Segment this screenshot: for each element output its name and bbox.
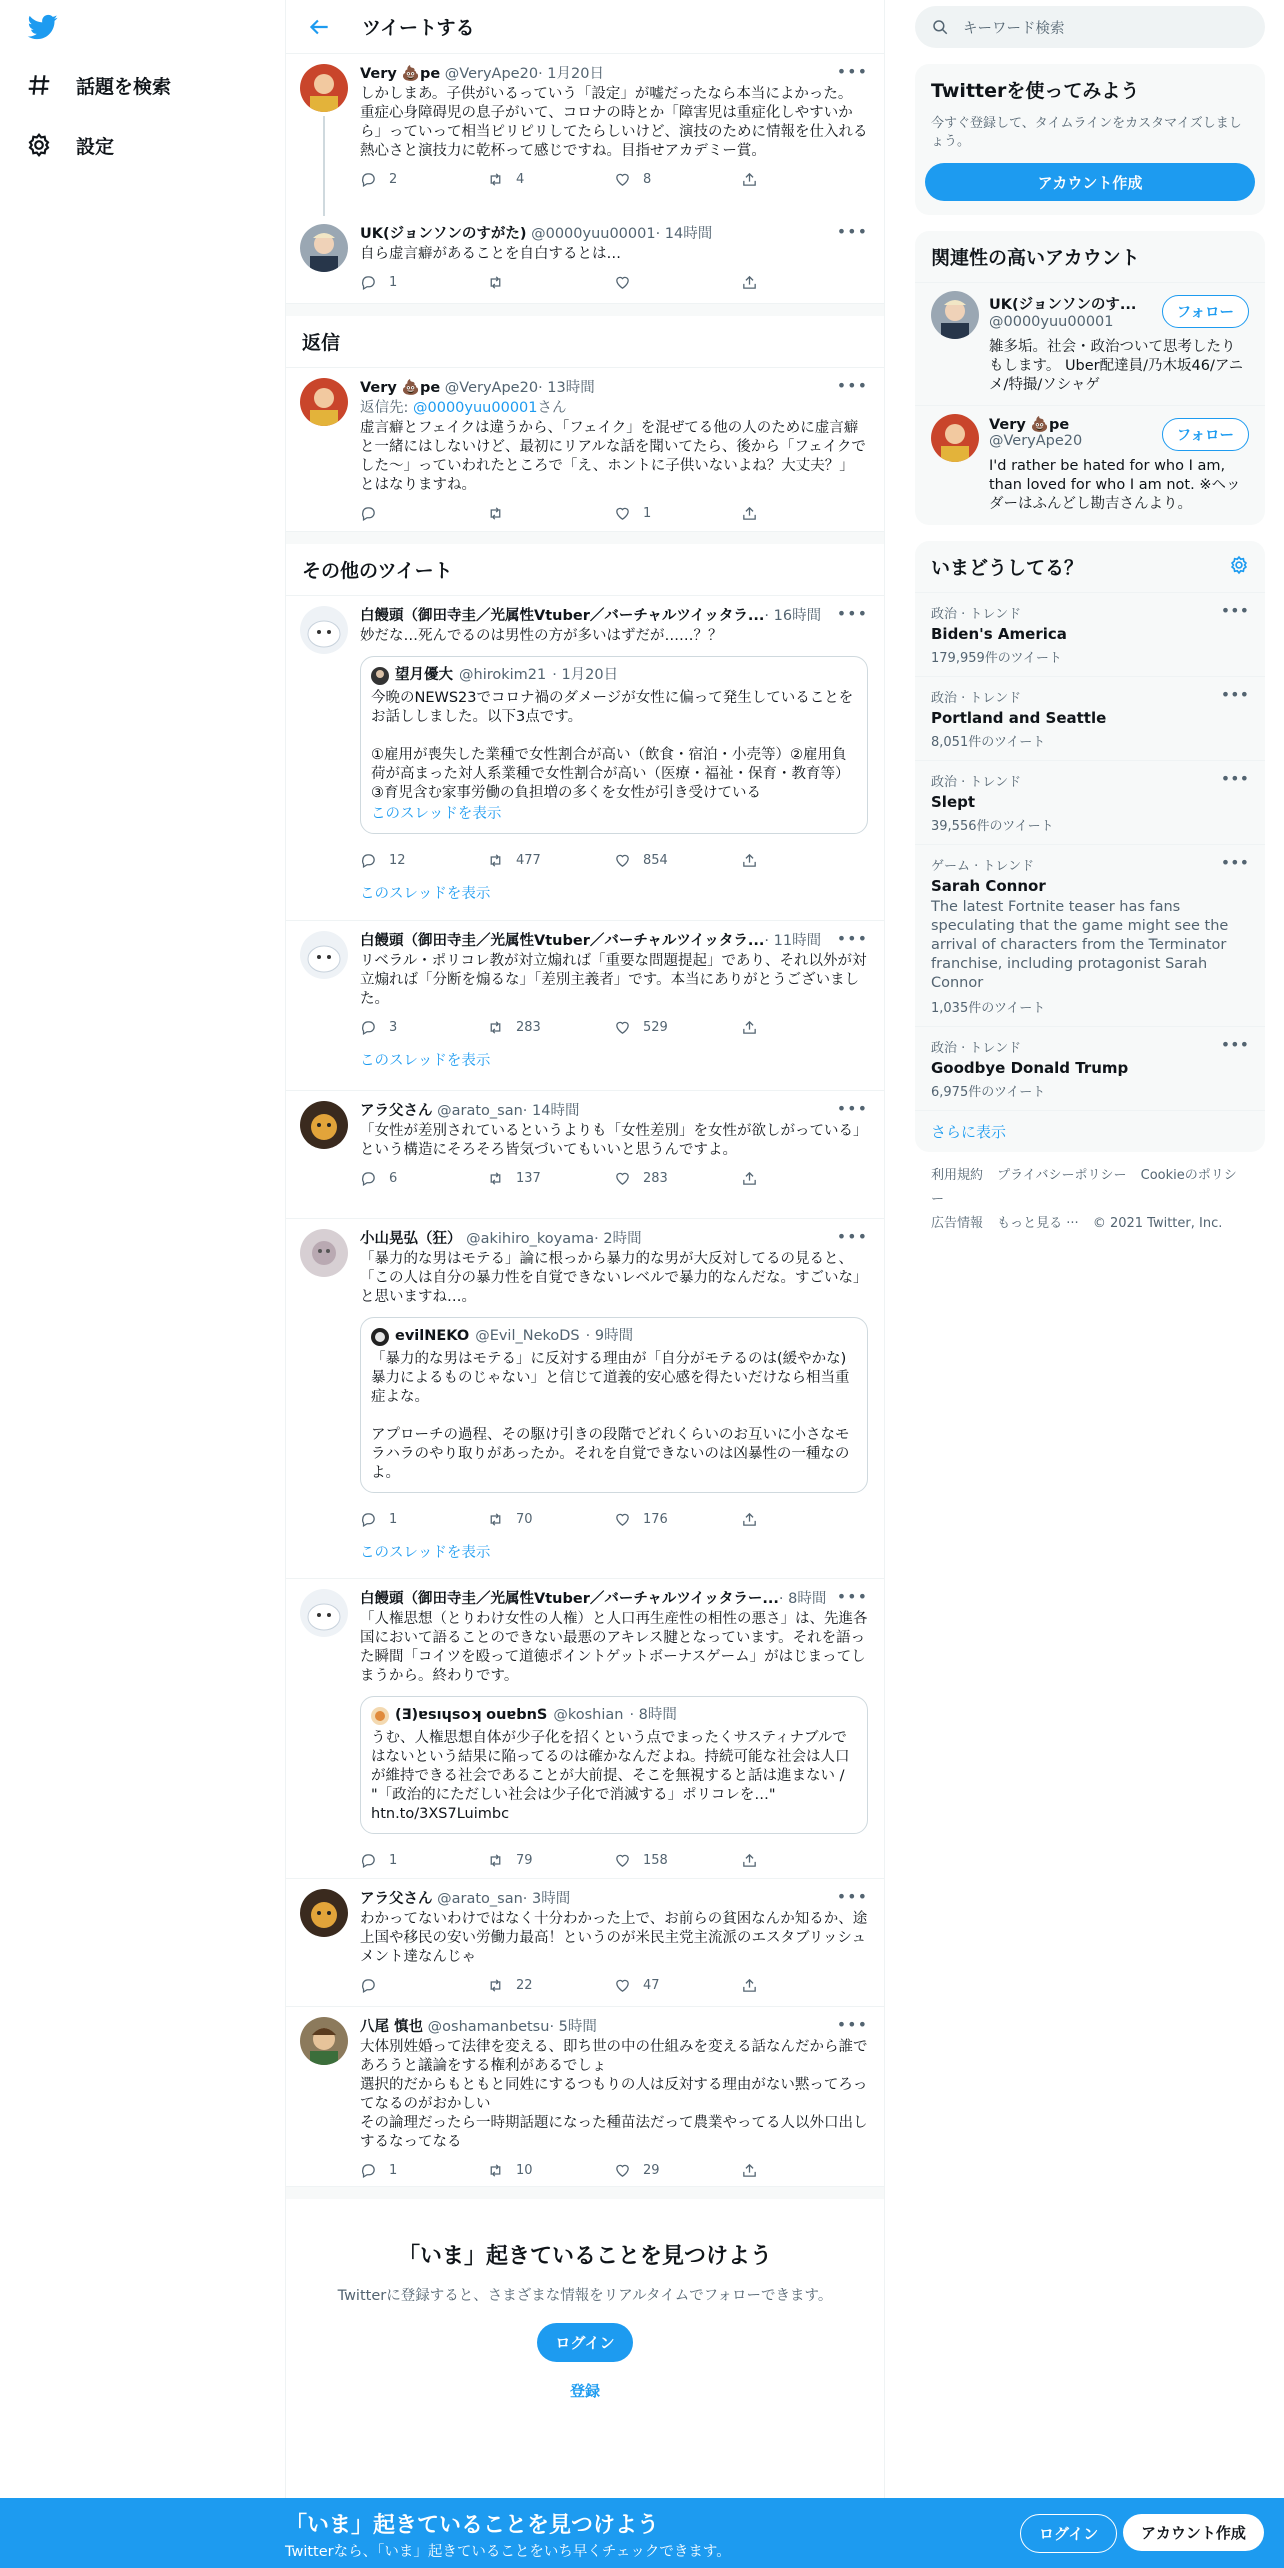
show-thread-link[interactable]: このスレッドを表示 xyxy=(360,885,491,902)
hashtag-icon xyxy=(26,72,52,98)
avatar[interactable] xyxy=(300,378,348,426)
account-suggestion[interactable] xyxy=(915,282,1265,405)
account-bio: 雑多垢。社会・政治ついて思考したりもします。 Uber配達員/乃木坂46/アニメ/特撮/ソシャゲ xyxy=(989,339,1244,393)
quoted-tweet[interactable] xyxy=(360,656,868,834)
quote-author-handle: @koshian xyxy=(553,1707,624,1723)
tweet-time[interactable]: · 8時間 xyxy=(778,1591,827,1607)
quote-author-handle: @hirokim21 xyxy=(459,667,547,683)
trend-category: 政治 · トレンド xyxy=(931,1041,1022,1056)
avatar[interactable] xyxy=(931,414,979,462)
other-tweet[interactable] xyxy=(286,1879,884,2007)
trend-count: 179,959件のツイート xyxy=(931,651,1062,666)
heart-icon xyxy=(614,171,631,188)
who-to-follow-title: 関連性の高いアカウント xyxy=(931,247,1140,269)
main-column xyxy=(285,0,885,2568)
trend-category: ゲーム · トレンド xyxy=(931,859,1035,874)
more-icon[interactable]: ••• xyxy=(836,929,868,948)
reply-count: 1 xyxy=(389,2162,398,2178)
quote-avatar xyxy=(371,1707,389,1725)
tweet-actions xyxy=(360,1009,868,1045)
retweet-button[interactable] xyxy=(487,1511,614,1528)
reply-count: 1 xyxy=(389,1852,398,1868)
reply-count: 1 xyxy=(389,1511,398,1527)
more-icon[interactable]: ••• xyxy=(836,1587,868,1606)
like-button[interactable] xyxy=(614,1511,741,1528)
quote-text: うむ、人権思想自体が少子化を招くという点でまったくサスティナブルではないという結果に陥ってるのは確かなんだよね。持続可能な社会は人口が維持できる社会であることが大前提、そこを無視すると話は進まない / "「政治的にただしい社会は少子化で消滅する」ポリコレを…" htn.to/3XS7Luimbc xyxy=(371,1730,850,1822)
trend-item[interactable] xyxy=(915,676,1265,760)
author-handle[interactable]: @VeryApe20 xyxy=(444,66,539,82)
show-more-link[interactable]: さらに表示 xyxy=(915,1110,1265,1152)
share-button[interactable] xyxy=(741,2162,868,2179)
more-icon[interactable]: ••• xyxy=(1220,853,1249,872)
other-tweet[interactable] xyxy=(286,596,884,921)
retweet-icon xyxy=(487,1019,504,1036)
search-icon xyxy=(931,18,949,36)
heart-icon xyxy=(614,2162,631,2179)
like-count: 29 xyxy=(643,2162,660,2178)
author-handle[interactable]: @akihiro_koyama xyxy=(466,1231,595,1247)
trend-count: 1,035件のツイート xyxy=(931,1001,1046,1016)
heart-icon xyxy=(614,852,631,869)
share-button[interactable] xyxy=(741,505,868,522)
account-bio: I'd rather be hated for who I am, than loved for who I am not. ※ヘッダーはふんどし勘吉さんより。 xyxy=(989,458,1241,512)
trends-title xyxy=(915,541,1265,592)
signup-prompt-text: Twitterに登録すると、さまざまな情報をリアルタイムでフォローできます。 xyxy=(337,2288,833,2304)
heart-icon xyxy=(614,1170,631,1187)
quote-author-handle: @Evil_NekoDS xyxy=(475,1328,580,1344)
who-to-follow xyxy=(915,231,1265,525)
trend-item[interactable] xyxy=(915,592,1265,676)
share-icon xyxy=(741,1019,758,1036)
trend-name: Portland and Seattle xyxy=(931,709,1107,727)
bottom-bar-text: Twitterなら、「いま」起きていることをいち早くチェックできます。 xyxy=(285,2544,731,2560)
trend-name: Biden's America xyxy=(931,625,1067,643)
retweet-button[interactable] xyxy=(487,1977,614,1994)
share-icon xyxy=(741,274,758,291)
author-name[interactable]: 小山晃弘（狂） xyxy=(360,1231,462,1247)
trends-card xyxy=(915,541,1265,1152)
retweet-icon xyxy=(487,1170,504,1187)
other-tweet[interactable] xyxy=(286,2007,884,2187)
signup-card-text: 今すぐ登録して、タイムラインをカスタマイズしましょう。 xyxy=(931,116,1242,149)
retweet-icon xyxy=(487,1511,504,1528)
author-name[interactable]: Very 💩pe xyxy=(360,380,441,396)
quote-time: · 9時間 xyxy=(585,1328,634,1344)
retweet-count: 70 xyxy=(516,1511,533,1527)
reply-icon xyxy=(360,171,377,188)
heart-icon xyxy=(614,1511,631,1528)
trend-category: 政治 · トレンド xyxy=(931,775,1022,790)
like-button[interactable] xyxy=(614,1170,741,1187)
retweet-button[interactable] xyxy=(487,1170,614,1187)
reply-icon xyxy=(360,2162,377,2179)
trend-description: The latest Fortnite teaser has fans speculating that the game might see the arrival of characters from the Terminator franchise, including protagonist Sarah Connor xyxy=(931,899,1229,991)
footer-ads-link[interactable]: 広告情報 xyxy=(931,1216,984,1231)
quote-avatar xyxy=(371,1328,389,1346)
retweet-icon xyxy=(487,1852,504,1869)
share-button[interactable] xyxy=(741,171,868,188)
tweet-text: 「暴力的な男はモテる」論に根っから暴力的な男が大反対してるの見ると、「この人は自分の暴力性を自覚できないレベルで暴力的なんだな。すごいな」と思いますね…。 xyxy=(360,1251,868,1305)
trend-count: 39,556件のツイート xyxy=(931,819,1054,834)
tweet-actions xyxy=(360,495,868,531)
like-count: 854 xyxy=(643,852,668,868)
thread-tweet[interactable] xyxy=(286,214,884,304)
tweet-text: わかってないわけではなく十分わかった上で、お前らの貧困なんか知るか、途上国や移民の安い労働力最高！というのが米民主党主流派のエスタブリッシュメント達なんじゃ xyxy=(360,1911,868,1965)
retweet-count: 4 xyxy=(516,171,525,187)
author-handle[interactable]: @arato_san xyxy=(437,1891,523,1907)
quoted-tweet[interactable] xyxy=(360,1317,868,1493)
retweet-button[interactable] xyxy=(487,1852,614,1869)
replies-heading: 返信 xyxy=(286,304,884,368)
author-name[interactable]: 八尾 慎也 xyxy=(360,2019,424,2035)
tweet-time[interactable]: · 14時間 xyxy=(522,1103,580,1119)
account-name[interactable]: Very 💩pe xyxy=(989,417,1070,433)
more-icon[interactable]: ••• xyxy=(836,62,868,81)
retweet-count: 10 xyxy=(516,2162,533,2178)
like-button[interactable] xyxy=(614,171,741,188)
reply-button[interactable] xyxy=(360,1852,487,1869)
avatar[interactable] xyxy=(300,1229,348,1277)
bottom-bar-title: 「いま」起きていることを見つけよう xyxy=(285,2513,660,2538)
avatar[interactable] xyxy=(300,1889,348,1937)
other-tweet[interactable] xyxy=(286,921,884,1091)
author-name[interactable]: 白饅頭（御田寺圭／光属性Vtuber／バーチャルツイッタラー... xyxy=(360,1591,779,1607)
share-icon xyxy=(741,1511,758,1528)
more-icon[interactable]: ••• xyxy=(1220,685,1249,704)
account-suggestion[interactable] xyxy=(915,405,1265,525)
heart-icon xyxy=(614,1019,631,1036)
thread-tweet[interactable] xyxy=(286,54,884,214)
share-button[interactable] xyxy=(741,1852,868,1869)
trend-count: 6,975件のツイート xyxy=(931,1085,1046,1100)
signup-card xyxy=(915,64,1265,215)
tweet-actions xyxy=(360,161,868,197)
author-name[interactable]: 白饅頭（御田寺圭／光属性Vtuber／バーチャルツイッタラ... xyxy=(360,608,765,624)
tweet-text: 虚言癖とフェイクは違うから、「フェイク」を混ぜてる他の人のために虚言癖と一緒にはしないけど、最初にリアルな話を聞いてたら、後から「フェイクでした〜」っていわれたところで「え、ホントに子供いないよね？大丈夫？」とはなりますね。 xyxy=(360,420,866,493)
reply-icon xyxy=(360,1511,377,1528)
like-count: 1 xyxy=(643,505,652,521)
retweet-count: 22 xyxy=(516,1977,533,1993)
follow-button[interactable]: フォロー xyxy=(1162,295,1249,328)
share-button[interactable] xyxy=(741,1511,868,1528)
reply-icon xyxy=(360,505,377,522)
tweet-time[interactable]: · 5時間 xyxy=(549,2019,597,2035)
like-count: 8 xyxy=(643,171,652,187)
quoted-tweet[interactable] xyxy=(360,1696,868,1834)
signup-link[interactable]: 登録 xyxy=(569,2382,600,2400)
like-count: 158 xyxy=(643,1852,668,1868)
retweet-button[interactable] xyxy=(487,505,614,522)
author-handle[interactable]: @0000yuu00001 xyxy=(531,226,656,242)
quote-time: · 8時間 xyxy=(629,1707,677,1723)
reply-button[interactable] xyxy=(360,1170,487,1187)
trend-item[interactable] xyxy=(915,1026,1265,1110)
more-icon[interactable]: ••• xyxy=(1220,1035,1249,1054)
avatar[interactable] xyxy=(300,931,348,979)
other-tweet[interactable] xyxy=(286,1219,884,1579)
heart-icon xyxy=(614,1852,631,1869)
author-handle[interactable]: @VeryApe20 xyxy=(444,380,539,396)
retweet-icon xyxy=(487,852,504,869)
more-icon[interactable]: ••• xyxy=(836,376,868,395)
like-button[interactable] xyxy=(614,1019,741,1036)
author-name[interactable]: UK(ジョンソンのすがた) xyxy=(360,226,527,242)
retweet-icon xyxy=(487,2162,504,2179)
thread-connector xyxy=(323,116,325,216)
bottom-login-button[interactable]: ログイン xyxy=(1020,2514,1117,2553)
author-name[interactable]: アラ父さん xyxy=(360,1891,433,1907)
footer-privacy-link[interactable]: プライバシーポリシー xyxy=(997,1168,1127,1183)
show-thread-link[interactable]: このスレッドを表示 xyxy=(360,1544,491,1561)
author-handle[interactable]: @oshamanbetsu xyxy=(427,2019,550,2035)
quote-author-name: evilNEKO xyxy=(395,1328,470,1344)
reply-icon xyxy=(360,274,377,291)
share-icon xyxy=(741,1977,758,1994)
reply-icon xyxy=(360,1170,377,1187)
reply-icon xyxy=(360,1019,377,1036)
like-button[interactable] xyxy=(614,2162,741,2179)
page-header xyxy=(286,0,884,54)
search-input[interactable]: キーワード検索 xyxy=(963,20,1065,37)
heart-icon xyxy=(614,505,631,522)
heart-icon xyxy=(614,1977,631,1994)
more-icon[interactable]: ••• xyxy=(836,1227,868,1246)
like-button[interactable] xyxy=(614,1977,741,1994)
share-icon xyxy=(741,171,758,188)
tweet-text: 「人権思想（とりわけ女性の人権）と人口再生産性の相性の悪さ」は、先進各国において語ることのできない最悪のアキレス腱となっています。それを語った瞬間「コイツを殴って道徳ポイントゲットボーナスゲーム」がはじまってしまうから。終わりです。 xyxy=(360,1611,868,1684)
quote-text: 「暴力的な男はモテる」に反対する理由が「自分がモテるのは(緩やかな)暴力によるものじゃない」と信じて道義的安心感を得たいだけなら相当重症よな。 アプローチの過程、その駆け引きの段階でどれくらいのお互いに小さなモラハラのやり取りがあったか。それを自覚できないのは凶暴性の一種なのよ。 xyxy=(371,1351,850,1481)
share-button[interactable] xyxy=(741,1019,868,1036)
nav-settings-label: 設定 xyxy=(76,135,115,158)
retweet-icon xyxy=(487,274,504,291)
tweet-text: 妙だな…死んでるのは男性の方が多いはずだが……？？ xyxy=(360,628,723,644)
tweet-text: 「女性が差別されているというよりも「女性差別」を女性が欲しがっている」 という構造にそろそろ皆気づいてもいいと思うんですよ。 xyxy=(360,1123,868,1158)
retweet-button[interactable] xyxy=(487,171,614,188)
more-icon[interactable]: ••• xyxy=(1220,769,1249,788)
avatar[interactable] xyxy=(300,606,348,654)
tweet-time[interactable]: · 16時間 xyxy=(764,608,822,624)
quote-avatar xyxy=(371,667,389,685)
tweet-text: しかしまあ。子供がいるっていう「設定」が嘘だったなら本当によかった。 重症心身障碍児の息子がいて、コロナの時とか「障害児は重症化しやすいから」っていって相当ピリピリしてたらしいけど、演技のために情報を仕入れる熱心さと演技力に乾杯って感じですね。目指せアカデミー賞。 xyxy=(360,86,868,159)
retweet-count: 137 xyxy=(516,1170,541,1186)
retweet-icon xyxy=(487,505,504,522)
retweet-button[interactable] xyxy=(487,2162,614,2179)
like-button[interactable] xyxy=(614,1852,741,1869)
gear-icon xyxy=(26,132,52,158)
retweet-icon xyxy=(487,171,504,188)
share-icon xyxy=(741,1170,758,1187)
tweet-time[interactable]: · 3時間 xyxy=(522,1891,571,1907)
reply-button[interactable] xyxy=(360,1511,487,1528)
tweet-time[interactable]: · 11時間 xyxy=(764,933,822,949)
reply-icon xyxy=(360,852,377,869)
footer-copyright: © 2021 Twitter, Inc. xyxy=(1092,1216,1223,1231)
quote-time: · 1月20日 xyxy=(552,667,619,683)
nav-explore-label: 話題を検索 xyxy=(76,75,172,98)
retweet-button[interactable] xyxy=(487,852,614,869)
retweet-count: 283 xyxy=(516,1019,541,1035)
share-icon xyxy=(741,505,758,522)
signup-prompt-title: 「いま」起きていることを見つけよう xyxy=(397,2244,772,2269)
reply-button[interactable] xyxy=(360,274,487,291)
more-icon[interactable]: ••• xyxy=(1220,601,1249,620)
trend-name: Sarah Connor xyxy=(931,877,1046,895)
reply-tweet[interactable] xyxy=(286,368,884,532)
share-icon xyxy=(741,2162,758,2179)
bottom-signup-button[interactable]: アカウント作成 xyxy=(1123,2514,1264,2551)
tweet-time[interactable]: · 13時間 xyxy=(538,380,595,396)
like-count: 47 xyxy=(643,1977,660,1993)
account-handle: @VeryApe20 xyxy=(989,433,1083,449)
back-arrow-icon[interactable] xyxy=(306,14,332,40)
bottom-signup-bar xyxy=(0,2498,1284,2568)
replying-handle[interactable]: @0000yuu00001 xyxy=(413,400,538,416)
author-handle[interactable]: @arato_san xyxy=(437,1103,523,1119)
follow-button[interactable]: フォロー xyxy=(1162,418,1249,451)
like-count: 283 xyxy=(643,1170,668,1186)
share-icon xyxy=(741,1852,758,1869)
footer-terms-link[interactable]: 利用規約 xyxy=(931,1168,984,1183)
retweet-count: 477 xyxy=(516,852,541,868)
account-handle: @0000yuu00001 xyxy=(989,314,1114,330)
trend-category: 政治 · トレンド xyxy=(931,607,1022,622)
reply-button[interactable] xyxy=(360,171,487,188)
author-name[interactable]: アラ父さん xyxy=(360,1103,433,1119)
avatar[interactable] xyxy=(300,1101,348,1149)
replying-prefix: 返信先: xyxy=(360,400,413,416)
like-button[interactable] xyxy=(614,505,741,522)
trend-category: 政治 · トレンド xyxy=(931,691,1022,706)
reply-button[interactable] xyxy=(360,852,487,869)
quote-author-name: (Ǝ)ɐsıɥsoʞ ouɐbnS xyxy=(395,1707,548,1723)
reply-button[interactable] xyxy=(360,2162,487,2179)
trend-name: Slept xyxy=(931,793,976,811)
nav-settings[interactable] xyxy=(26,125,114,165)
more-icon[interactable]: ••• xyxy=(836,1099,868,1118)
more-icon[interactable]: ••• xyxy=(836,1887,868,1906)
tweet-actions xyxy=(360,1967,868,2003)
share-button[interactable] xyxy=(741,274,868,291)
heart-icon xyxy=(614,274,631,291)
author-name[interactable]: 白饅頭（御田寺圭／光属性Vtuber／バーチャルツイッタラ... xyxy=(360,933,765,949)
like-button[interactable] xyxy=(614,274,741,291)
avatar[interactable] xyxy=(300,2017,348,2065)
reply-button[interactable] xyxy=(360,1019,487,1036)
tweet-actions xyxy=(360,2152,868,2188)
tweet-time[interactable]: · 1月20日 xyxy=(538,66,604,82)
other-tweet[interactable] xyxy=(286,1579,884,1879)
reply-count: 6 xyxy=(389,1170,398,1186)
tweet-time[interactable]: · 14時間 xyxy=(655,226,713,242)
search-box[interactable] xyxy=(915,6,1265,48)
signup-prompt xyxy=(286,2187,884,2437)
signup-card-title: Twitterを使ってみよう xyxy=(931,80,1140,102)
trend-count: 8,051件のツイート xyxy=(931,735,1046,750)
twitter-logo-icon[interactable] xyxy=(26,12,60,42)
more-icon[interactable]: ••• xyxy=(836,604,868,623)
gear-icon[interactable] xyxy=(1229,555,1249,575)
tweet-text: リベラル・ポリコレ教が対立煽れば「重要な問題提起」であり、それ以外が対立煽れば「分断を煽るな」「差別主義者」です。本当にありがとうございました。 xyxy=(360,953,867,1007)
author-name[interactable]: Very 💩pe xyxy=(360,66,441,82)
tweet-actions xyxy=(360,842,868,878)
reply-icon xyxy=(360,1852,377,1869)
share-button[interactable] xyxy=(741,1977,868,1994)
more-icon[interactable]: ••• xyxy=(836,2015,868,2034)
tweet-text: 自ら虚言癖があることを自白するとは… xyxy=(360,246,621,262)
like-count: 529 xyxy=(643,1019,668,1035)
avatar[interactable] xyxy=(300,64,348,112)
share-icon xyxy=(741,852,758,869)
trend-name: Goodbye Donald Trump xyxy=(931,1059,1129,1077)
replying-to xyxy=(360,398,868,418)
reply-count: 2 xyxy=(389,171,398,187)
page-title: ツイートする xyxy=(362,17,475,39)
right-sidebar xyxy=(915,0,1265,1248)
retweet-button[interactable] xyxy=(487,1019,614,1036)
tweet-text: 大体別姓婚って法律を変える、即ち世の中の仕組みを変える話なんだから誰であろうと議論をする権利があるでしょ 選択的だからもともと同姓にするつもりの人は反対する理由がない黙ってろってなるのがおかしい その論理だったら一時期話題になった種苗法だって農業やってる人以外口出しするなってなる xyxy=(360,2039,868,2150)
replying-suffix: さん xyxy=(537,400,567,416)
retweet-button[interactable] xyxy=(487,274,614,291)
share-button[interactable] xyxy=(741,852,868,869)
like-count: 176 xyxy=(643,1511,668,1527)
reply-count: 1 xyxy=(389,274,398,290)
login-button[interactable]: ログイン xyxy=(537,2323,632,2362)
tweet-actions xyxy=(360,1501,868,1537)
reply-count: 12 xyxy=(389,852,406,868)
tweet-actions xyxy=(360,1160,868,1196)
reply-count: 3 xyxy=(389,1019,398,1035)
show-thread-link[interactable]: このスレッドを表示 xyxy=(360,1052,491,1069)
account-name[interactable]: UK(ジョンソンのす... xyxy=(989,297,1137,313)
like-button[interactable] xyxy=(614,852,741,869)
other-tweet[interactable] xyxy=(286,1091,884,1219)
reply-icon xyxy=(360,1977,377,1994)
share-button[interactable] xyxy=(741,1170,868,1187)
other-tweets-heading: その他のツイート xyxy=(286,532,884,596)
quote-show-thread-link[interactable]: このスレッドを表示 xyxy=(371,806,502,822)
footer xyxy=(915,1152,1265,1248)
avatar[interactable] xyxy=(300,1589,348,1637)
trend-item[interactable] xyxy=(915,844,1265,1026)
reply-button[interactable] xyxy=(360,505,487,522)
create-account-button[interactable]: アカウント作成 xyxy=(925,163,1255,201)
nav-explore[interactable] xyxy=(26,65,171,105)
quote-author-name: 望月優大 xyxy=(395,667,453,683)
tweet-time[interactable]: · 2時間 xyxy=(594,1231,642,1247)
left-nav xyxy=(0,0,285,2568)
avatar[interactable] xyxy=(300,224,348,272)
tweet-actions xyxy=(360,264,868,300)
retweet-count: 79 xyxy=(516,1852,533,1868)
quote-text: 今晩のNEWS23でコロナ禍のダメージが女性に偏って発生していることをお話ししました。以下3点です。 ①雇用が喪失した業種で女性割合が高い（飲食・宿泊・小売等）②雇用負荷が高まった対人系業種で女性割合が高い（医療・福祉・保育・教育等）③育児含む家事労働の負担増の多くを女性が引き受けている xyxy=(371,690,854,801)
reply-button[interactable] xyxy=(360,1977,487,1994)
footer-cookies-link[interactable]: Cookieのポリシー xyxy=(931,1168,1237,1207)
retweet-icon xyxy=(487,1977,504,1994)
tweet-actions xyxy=(360,1842,868,1878)
trends-title-text: いまどうしてる？ xyxy=(931,557,1084,579)
more-icon[interactable]: ••• xyxy=(836,222,868,241)
trend-item[interactable] xyxy=(915,760,1265,844)
footer-more-link[interactable]: もっと見る ··· xyxy=(997,1216,1079,1231)
avatar[interactable] xyxy=(931,291,979,339)
